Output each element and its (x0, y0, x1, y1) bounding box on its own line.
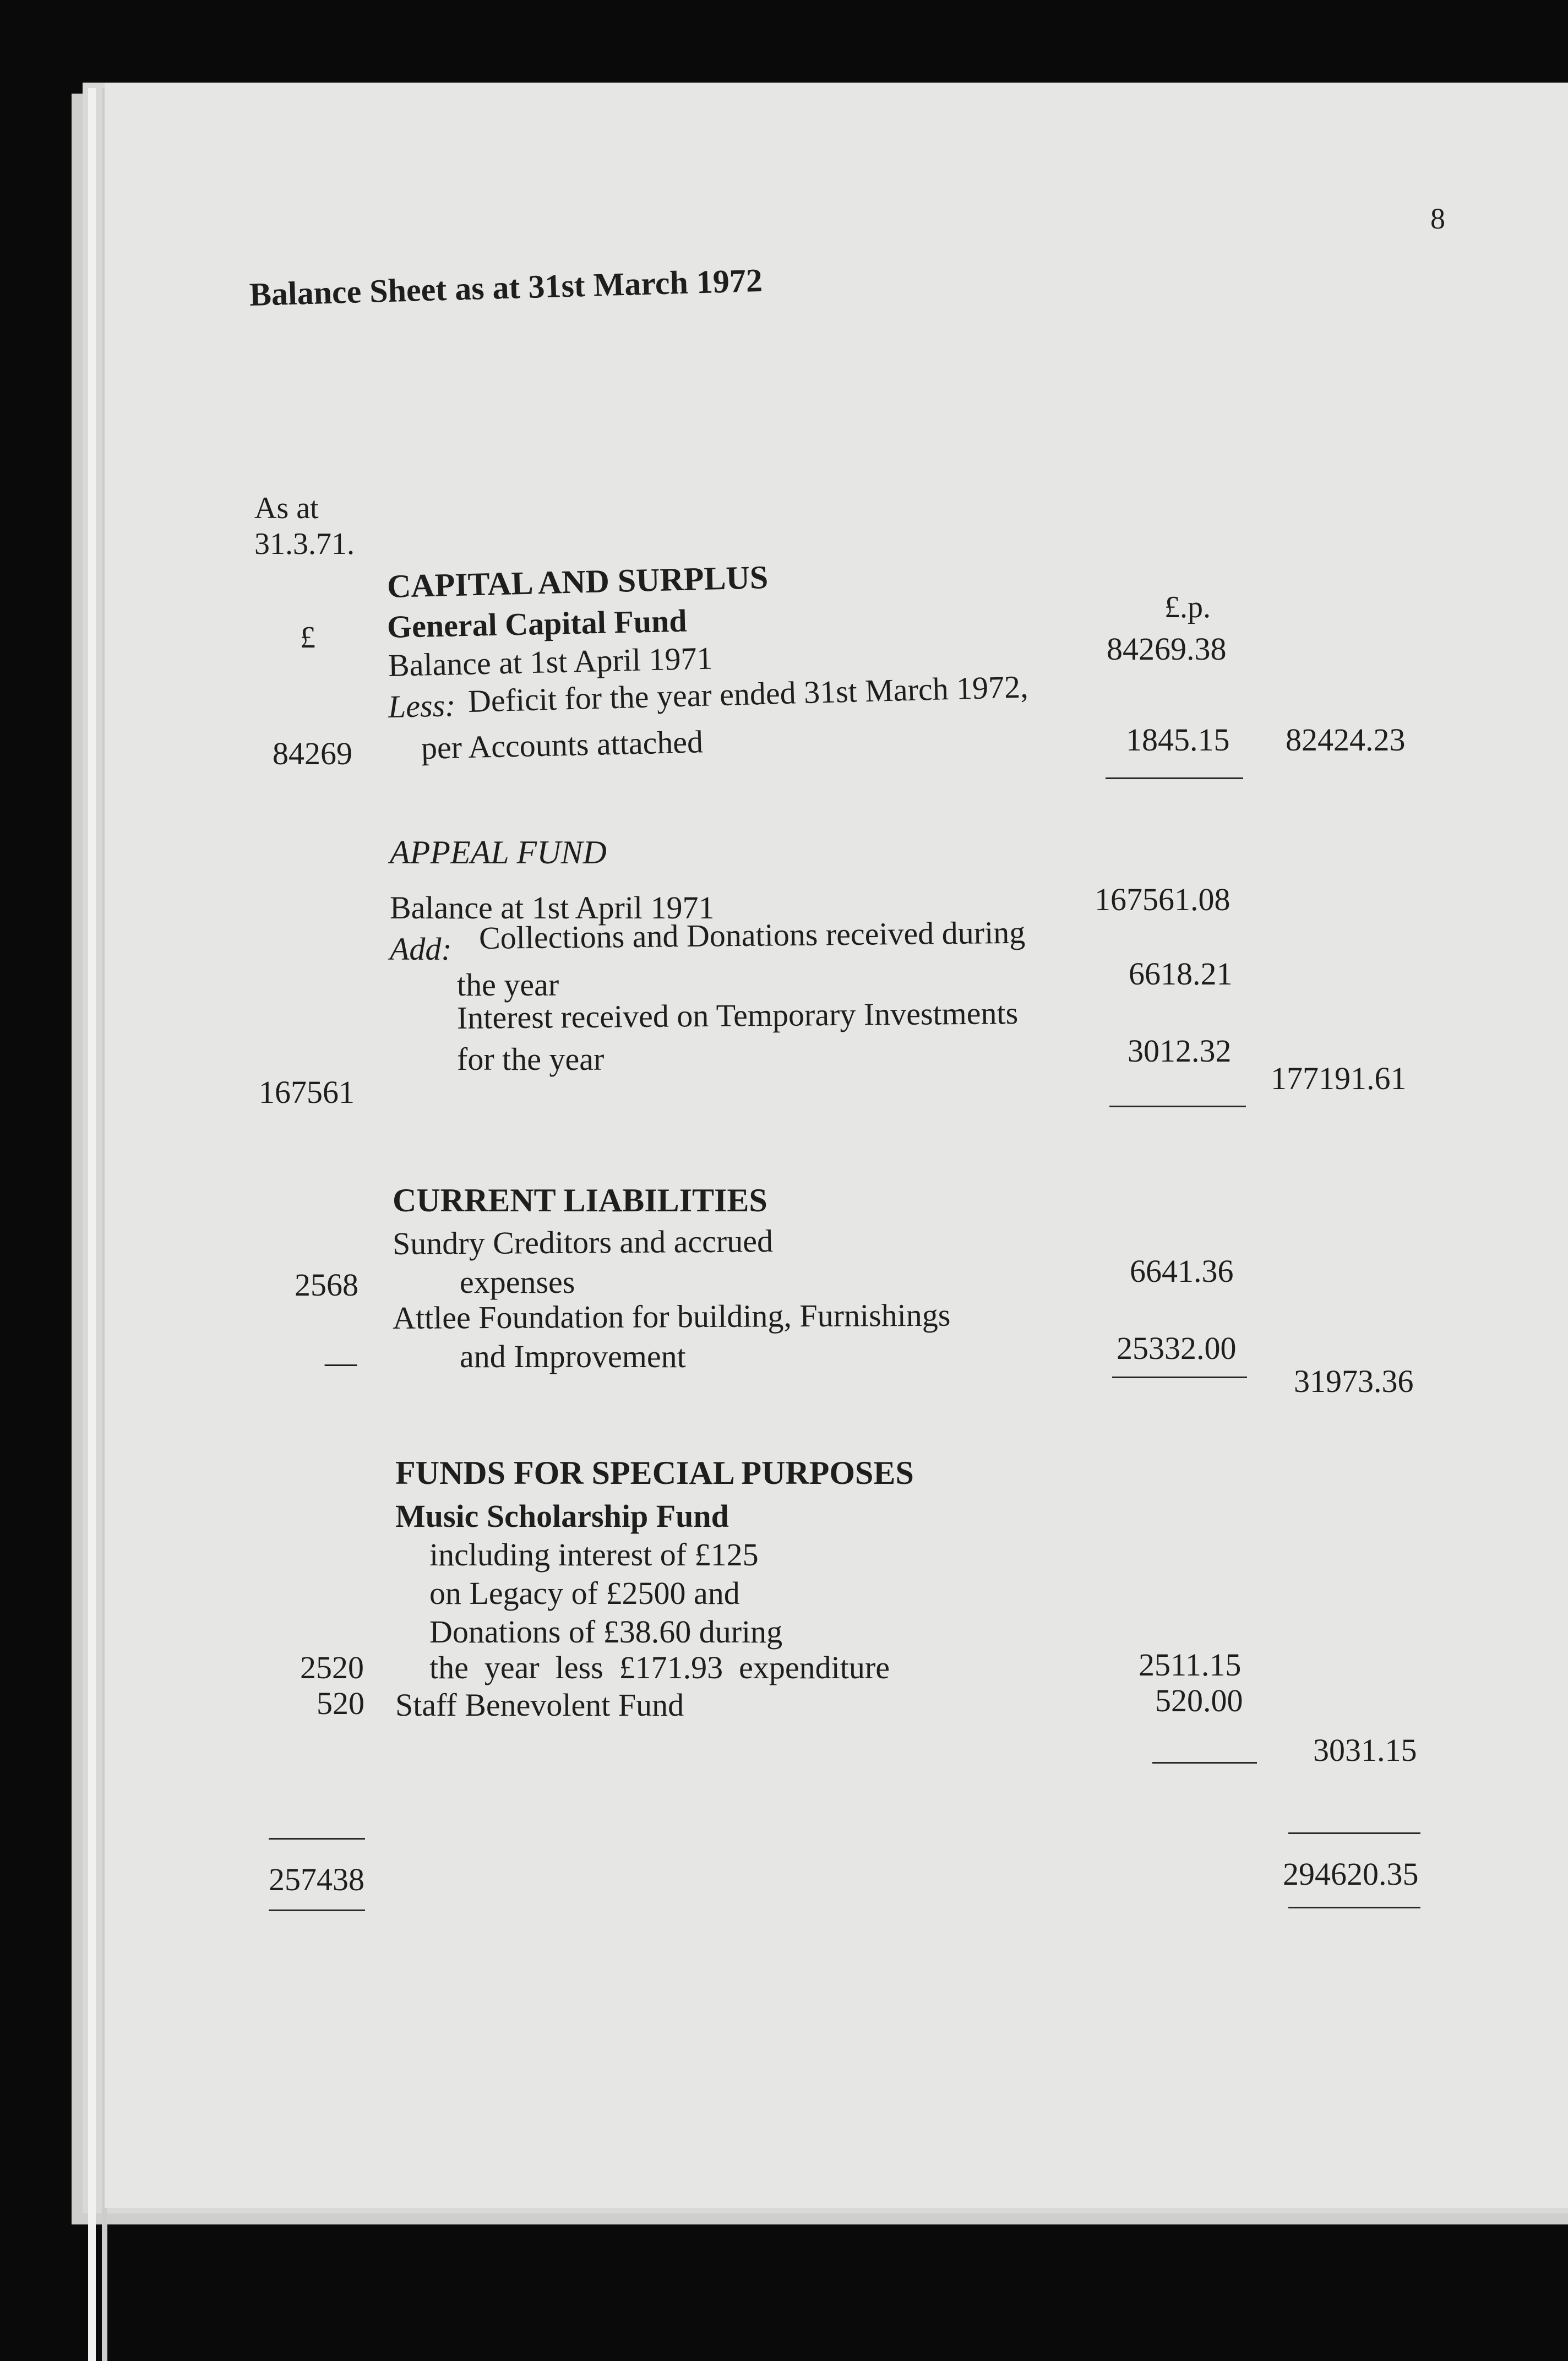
appeal-subtotal-rule (1109, 1106, 1246, 1107)
music-line2: on Legacy of £2500 and (429, 1575, 740, 1611)
appeal-heading: APPEAL FUND (390, 834, 607, 871)
creditors-label2: expenses (460, 1264, 575, 1300)
capital-deficit-value: 1845.15 (1126, 722, 1230, 758)
appeal-interest-value: 3012.32 (1128, 1033, 1232, 1069)
current-total-rule-top (1288, 1832, 1420, 1834)
appeal-total: 177191.61 (1271, 1060, 1407, 1096)
liabilities-subtotal-rule (1112, 1377, 1247, 1378)
creditors-label: Sundry Creditors and accrued (392, 1223, 774, 1261)
prior-grand-total: 257438 (269, 1862, 364, 1897)
current-grand-total: 294620.35 (1283, 1856, 1419, 1892)
appeal-interest-label2: for the year (457, 1041, 605, 1077)
creditors-prior: 2568 (295, 1267, 358, 1303)
special-heading: FUNDS FOR SPECIAL PURPOSES (395, 1455, 914, 1491)
appeal-add-label: Add: (390, 931, 452, 967)
appeal-collections-label2: the year (457, 967, 559, 1003)
prior-heading-line1: As at (254, 491, 319, 525)
staff-value: 520.00 (1155, 1683, 1243, 1718)
current-total-rule-bottom (1288, 1907, 1420, 1908)
attlee-label: Attlee Foundation for building, Furnishings (392, 1297, 951, 1336)
prior-total-rule-top (269, 1838, 365, 1840)
staff-fund-label: Staff Benevolent Fund (395, 1687, 684, 1723)
capital-total: 82424.23 (1286, 722, 1406, 758)
capital-prior: 84269 (273, 736, 352, 771)
special-subtotal-rule (1152, 1762, 1257, 1764)
attlee-label2: and Improvement (460, 1339, 686, 1374)
music-fund-label: Music Scholarship Fund (395, 1498, 729, 1534)
capital-subtotal-rule (1106, 777, 1243, 779)
music-line1: including interest of £125 (429, 1537, 759, 1573)
capital-heading: CAPITAL AND SURPLUS (386, 559, 769, 605)
attlee-value: 25332.00 (1117, 1330, 1237, 1366)
music-line4: the year less £171.93 expenditure (429, 1650, 890, 1685)
music-line3: Donations of £38.60 during (429, 1614, 783, 1650)
prior-total-rule-bottom (269, 1910, 365, 1911)
appeal-balance-value: 167561.08 (1095, 882, 1231, 917)
prior-currency: £ (300, 621, 315, 655)
current-currency: £.p. (1164, 590, 1211, 624)
capital-deficit-label: Deficit for the year ended 31st March 1972, (467, 668, 1029, 719)
special-total: 3031.15 (1313, 1732, 1417, 1768)
prior-heading-line2: 31.3.71. (254, 527, 355, 561)
appeal-prior: 167561 (259, 1074, 355, 1110)
music-prior: 2520 (300, 1650, 364, 1685)
capital-deficit-label2: per Accounts attached (421, 723, 704, 766)
appeal-balance-label: Balance at 1st April 1971 (390, 890, 715, 926)
staff-prior: 520 (317, 1685, 364, 1721)
capital-subheading: General Capital Fund (386, 602, 688, 645)
liabilities-heading: CURRENT LIABILITIES (393, 1182, 767, 1218)
page-edge (88, 88, 96, 2361)
page-number: 8 (1430, 202, 1445, 235)
appeal-collections-value: 6618.21 (1129, 956, 1233, 992)
appeal-interest-label: Interest received on Temporary Investments (456, 995, 1019, 1036)
attlee-prior: — (325, 1344, 357, 1380)
document-page (105, 83, 1568, 2208)
appeal-collections-label: Collections and Donations received during (478, 914, 1026, 956)
page-title: Balance Sheet as at 31st March 1972 (249, 262, 763, 313)
creditors-value: 6641.36 (1130, 1253, 1234, 1289)
music-value: 2511.15 (1139, 1647, 1242, 1683)
capital-less-label: Less: (388, 687, 456, 725)
liabilities-total: 31973.36 (1294, 1363, 1414, 1399)
capital-balance-value: 84269.38 (1107, 631, 1227, 667)
capital-balance-label: Balance at 1st April 1971 (388, 640, 714, 683)
